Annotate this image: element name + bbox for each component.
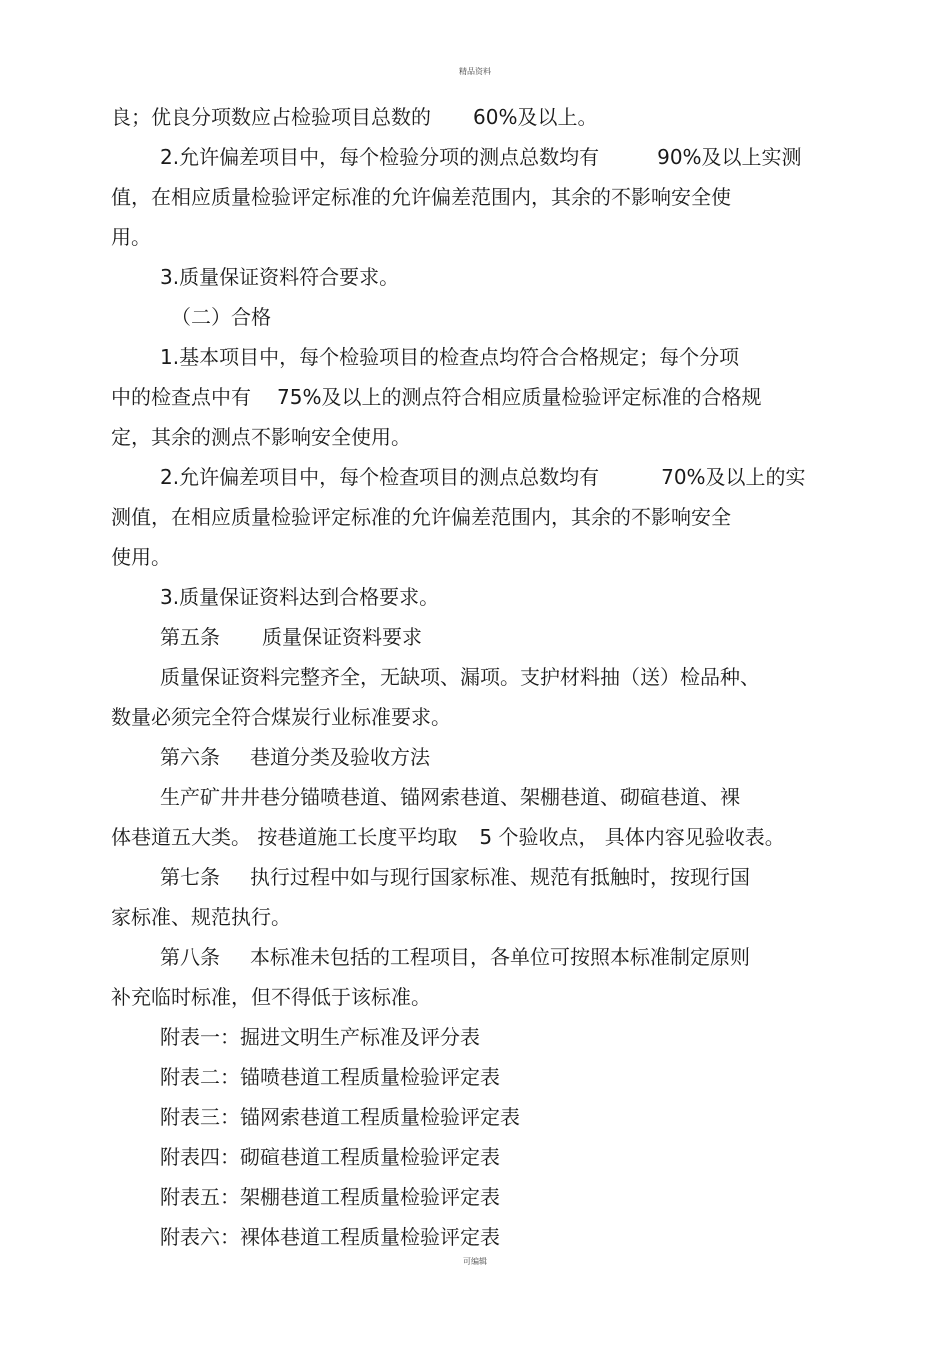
text-line: 3.质量保证资料达到合格要求。 (160, 585, 440, 609)
page-footer-note: 可编辑 (463, 1257, 487, 1266)
appendix-item: 附表五：架棚巷道工程质量检验评定表 (160, 1185, 500, 1209)
text-line: 值，在相应质量检验评定标准的允许偏差范围内，其余的不影响安全使 (111, 185, 731, 209)
text-line: 质量保证资料完整齐全，无缺项、漏项。支护材料抽（送）检品种、 (160, 665, 760, 689)
section-heading: （二）合格 (171, 305, 271, 329)
article-heading: 第五条 质量保证资料要求 (160, 625, 422, 649)
text-line: 使用。 (111, 545, 171, 569)
text-line: 数量必须完全符合煤炭行业标准要求。 (111, 705, 451, 729)
text-line: 2.允许偏差项目中，每个检查项目的测点总数均有 70%及以上的实 (160, 465, 806, 489)
text-line: 中的检查点中有 75%及以上的测点符合相应质量检验评定标准的合格规 (111, 385, 762, 409)
text-line: 3.质量保证资料符合要求。 (160, 265, 400, 289)
text-line: 1.基本项目中，每个检验项目的检查点均符合合格规定；每个分项 (160, 345, 740, 369)
text-line: 测值，在相应质量检验评定标准的允许偏差范围内，其余的不影响安全 (111, 505, 731, 529)
text-line: 补充临时标准，但不得低于该标准。 (111, 985, 431, 1009)
appendix-item: 附表二：锚喷巷道工程质量检验评定表 (160, 1065, 500, 1089)
text-line: 体巷道五大类。 按巷道施工长度平均取 5 个验收点， 具体内容见验收表。 (111, 825, 785, 849)
article-heading: 第八条 本标准未包括的工程项目，各单位可按照本标准制定原则 (160, 945, 750, 969)
article-heading: 第六条 巷道分类及验收方法 (160, 745, 430, 769)
text-line: 定，其余的测点不影响安全使用。 (111, 425, 411, 449)
text-line: 2.允许偏差项目中，每个检验分项的测点总数均有 90%及以上实测 (160, 145, 802, 169)
appendix-item: 附表一：掘进文明生产标准及评分表 (160, 1025, 480, 1049)
text-line: 良；优良分项数应占检验项目总数的 60%及以上。 (111, 105, 598, 129)
text-line: 用。 (111, 225, 151, 249)
appendix-item: 附表六：裸体巷道工程质量检验评定表 (160, 1225, 500, 1249)
text-line: 家标准、规范执行。 (111, 905, 291, 929)
appendix-item: 附表四：砌碹巷道工程质量检验评定表 (160, 1145, 500, 1169)
text-line: 生产矿井井巷分锚喷巷道、锚网索巷道、架棚巷道、砌碹巷道、裸 (160, 785, 740, 809)
article-heading: 第七条 执行过程中如与现行国家标准、规范有抵触时，按现行国 (160, 865, 750, 889)
appendix-item: 附表三：锚网索巷道工程质量检验评定表 (160, 1105, 520, 1129)
document-body (111, 97, 851, 1257)
page-header-note: 精品资料 (459, 67, 491, 76)
